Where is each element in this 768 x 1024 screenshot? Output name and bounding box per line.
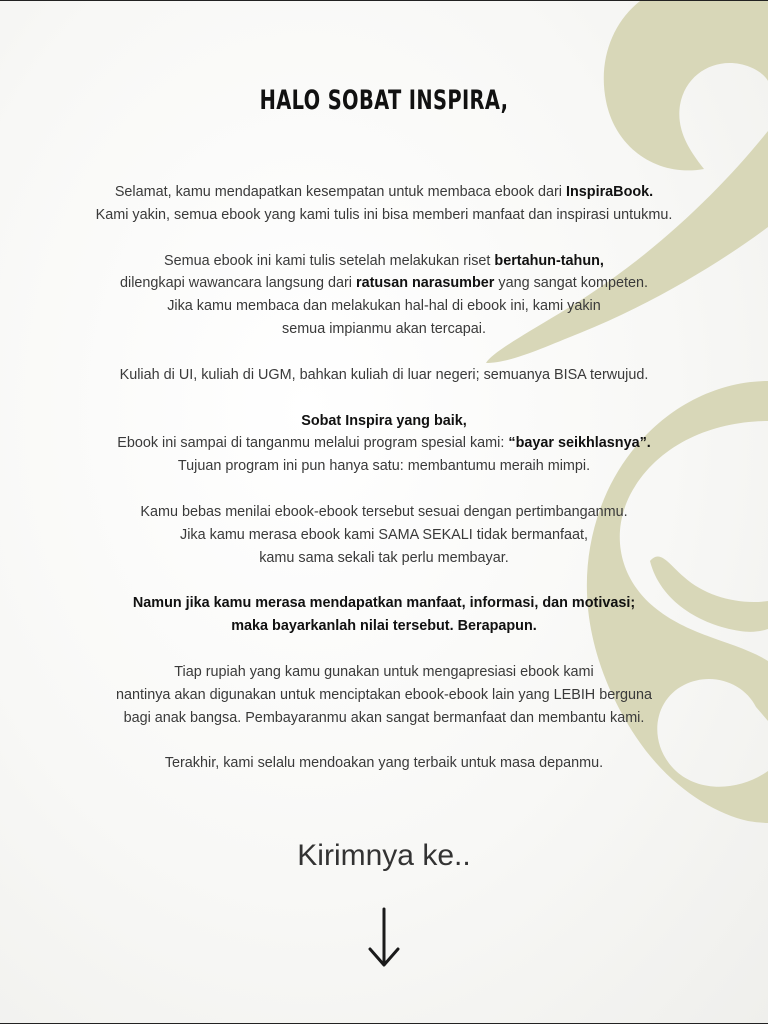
text-line bbox=[40, 501, 728, 524]
text-line bbox=[40, 432, 728, 455]
text-segment: Ebook ini sampai di tanganmu melalui program spesial kami: bbox=[117, 435, 509, 452]
text-line bbox=[40, 410, 728, 433]
message-body bbox=[40, 181, 728, 798]
text-segment: bagi anak bangsa. Pembayaranmu akan sangat bermanfaat dan membantu kami. bbox=[123, 709, 645, 726]
text-segment: Kami yakin, semua ebook yang kami tulis ini bisa memberi manfaat dan inspirasi untukmu. bbox=[95, 206, 673, 223]
bold-text: InspiraBook. bbox=[566, 184, 654, 200]
text-segment: Tujuan program ini pun hanya satu: membantumu meraih mimpi. bbox=[177, 458, 591, 475]
text-segment: dilengkapi wawancara langsung dari bbox=[120, 275, 356, 292]
text-line bbox=[40, 204, 728, 227]
text-segment: Tiap rupiah yang kamu gunakan untuk mengapresiasi ebook kami bbox=[174, 663, 594, 680]
text-line bbox=[40, 295, 728, 318]
text-line bbox=[40, 250, 728, 273]
bold-text: ratusan narasumber bbox=[356, 275, 495, 292]
text-segment: semua impianmu akan tercapai. bbox=[282, 320, 486, 337]
bold-text: “bayar seikhlasnya”. bbox=[508, 435, 651, 452]
text-line bbox=[40, 707, 728, 730]
text-line bbox=[40, 318, 728, 341]
arrow-down-icon bbox=[366, 907, 402, 969]
send-to-label: Kirimnya ke.. bbox=[297, 839, 471, 872]
text-segment: Kuliah di UI, kuliah di UGM, bahkan kuliah di luar negeri; semuanya BISA terwujud. bbox=[119, 366, 649, 383]
paragraph bbox=[40, 364, 728, 387]
paragraph bbox=[40, 181, 728, 227]
text-segment: Semua ebook ini kami tulis setelah melakukan riset bbox=[164, 252, 495, 269]
text-segment: nantinya akan digunakan untuk menciptakan ebook-ebook lain yang LEBIH berguna bbox=[115, 686, 653, 703]
text-line bbox=[40, 661, 728, 684]
paragraph bbox=[40, 661, 728, 729]
text-segment: Jika kamu merasa ebook kami SAMA SEKALI tidak bermanfaat, bbox=[180, 526, 588, 543]
bold-text: bertahun-tahun, bbox=[494, 252, 604, 269]
page-title: HALO SOBAT INSPIRA, bbox=[259, 85, 509, 116]
text-segment: Selamat, kamu mendapatkan kesempatan untuk membaca ebook dari bbox=[114, 184, 566, 200]
text-line bbox=[40, 364, 728, 387]
paragraph bbox=[40, 250, 728, 341]
text-segment: Jika kamu membaca dan melakukan hal-hal di ebook ini, kami yakin bbox=[167, 298, 601, 315]
paragraph bbox=[40, 592, 728, 638]
bold-text: maka bayarkanlah nilai tersebut. Berapapun. bbox=[231, 618, 537, 635]
text-segment: yang sangat kompeten. bbox=[494, 275, 648, 292]
text-line bbox=[40, 615, 728, 638]
text-line bbox=[40, 524, 728, 547]
text-segment: kamu sama sekali tak perlu membayar. bbox=[259, 549, 509, 566]
text-line bbox=[40, 684, 728, 707]
text-line bbox=[40, 181, 728, 204]
text-line bbox=[40, 592, 728, 615]
paragraph bbox=[40, 410, 728, 478]
bold-text: Sobat Inspira yang baik, bbox=[301, 412, 467, 429]
text-line bbox=[40, 272, 728, 295]
text-segment: Terakhir, kami selalu mendoakan yang terbaik untuk masa depanmu. bbox=[164, 755, 604, 772]
paragraph bbox=[40, 752, 728, 775]
text-line bbox=[40, 752, 728, 775]
text-line bbox=[40, 455, 728, 478]
text-segment: Kamu bebas menilai ebook-ebook tersebut sesuai dengan pertimbanganmu. bbox=[140, 503, 628, 520]
text-line bbox=[40, 547, 728, 570]
bold-text: Namun jika kamu merasa mendapatkan manfaat, informasi, dan motivasi; bbox=[132, 595, 636, 612]
paragraph bbox=[40, 501, 728, 569]
